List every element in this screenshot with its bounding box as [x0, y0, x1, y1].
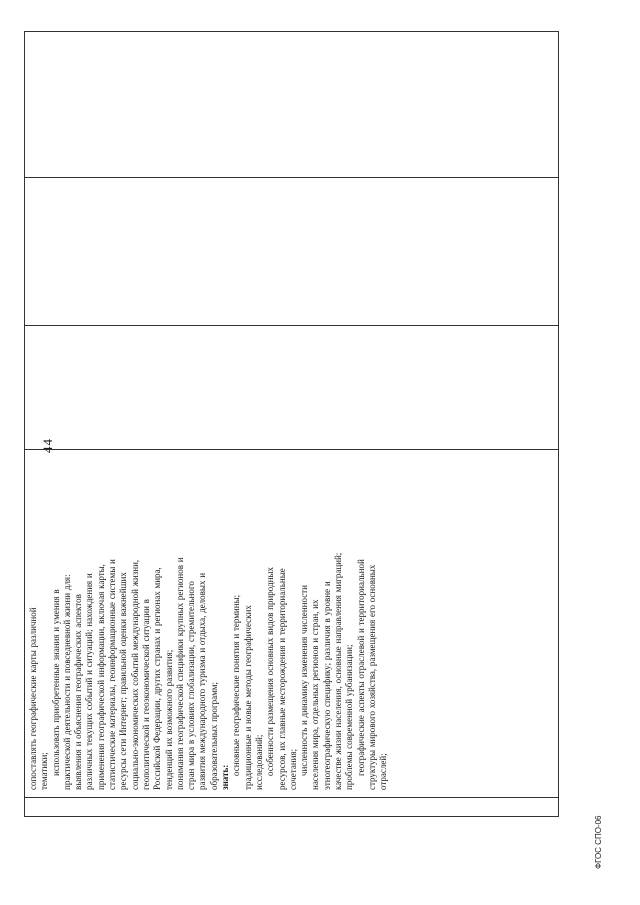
- content-line: Российской Федерации, других странах и регионах мира,: [152, 567, 163, 790]
- content-line: понимания географической специфики крупных регионов и: [174, 557, 185, 790]
- content-line: статистические материалы, геоинформационные системы и: [107, 559, 118, 790]
- content-line: географические аспекты отраслевой и территориальной: [355, 559, 366, 776]
- content-line: качестве жизни населения, основные направления миграций;: [333, 552, 344, 790]
- table-column-divider: [25, 325, 558, 326]
- table-cell-content: [28, 446, 390, 790]
- content-line: различных текущих событий и ситуаций; нахождения и: [84, 573, 95, 790]
- content-line: тематики;: [39, 752, 50, 790]
- content-line: основные географические понятия и термины;: [231, 594, 242, 776]
- footer-label: ФГОС СПО-06: [594, 815, 603, 869]
- content-line: знать:: [220, 764, 231, 790]
- content-line: проблемы современной урбанизации;: [344, 644, 355, 790]
- content-line: ресурсы сети Интернет; правильной оценки важнейших: [118, 572, 129, 790]
- table-column-divider: [25, 177, 558, 178]
- content-line: социально-экономических событий международной жизни,: [129, 559, 140, 790]
- content-line: исследований;: [253, 734, 264, 790]
- page-number: 44: [40, 438, 55, 453]
- content-line: структуры мирового хозяйства, размещения его основных: [366, 564, 377, 790]
- content-line: образовательных программ;: [208, 682, 219, 790]
- table-column-divider: [25, 797, 558, 798]
- content-line: этногеографическую специфику; различия в уровне и: [321, 581, 332, 790]
- competency-table: [24, 31, 559, 817]
- content-line: выявления и объяснения географических аспектов: [73, 594, 84, 790]
- content-line: отраслей;: [378, 753, 389, 790]
- content-line: сопоставлять географические карты различной: [28, 607, 38, 790]
- content-line: использовать приобретенные знания и умения в: [50, 589, 61, 776]
- content-line: развития международного туризма и отдыха, деловых и: [197, 572, 208, 790]
- content-line: традиционные и новые методы географических: [242, 605, 253, 790]
- content-line: тенденций их возможного развития;: [163, 649, 174, 790]
- content-line: практической деятельности и повседневной жизни для:: [61, 574, 72, 790]
- content-line: ресурсов, их главные месторождения и территориальные: [276, 568, 287, 790]
- content-line: численность и динамику изменения численности: [299, 585, 310, 776]
- content-line: сочетания;: [287, 748, 298, 790]
- content-line: стран мира в условиях глобализации, стремительного: [186, 581, 197, 790]
- content-line: геополитической и геоэкономической ситуации в: [140, 599, 151, 790]
- content-line: применения географической информации, включая карты,: [95, 564, 106, 790]
- content-line: населения мира, отдельных регионов и стран, их: [310, 599, 321, 790]
- content-line: особенности размещения основных видов природных: [265, 567, 276, 776]
